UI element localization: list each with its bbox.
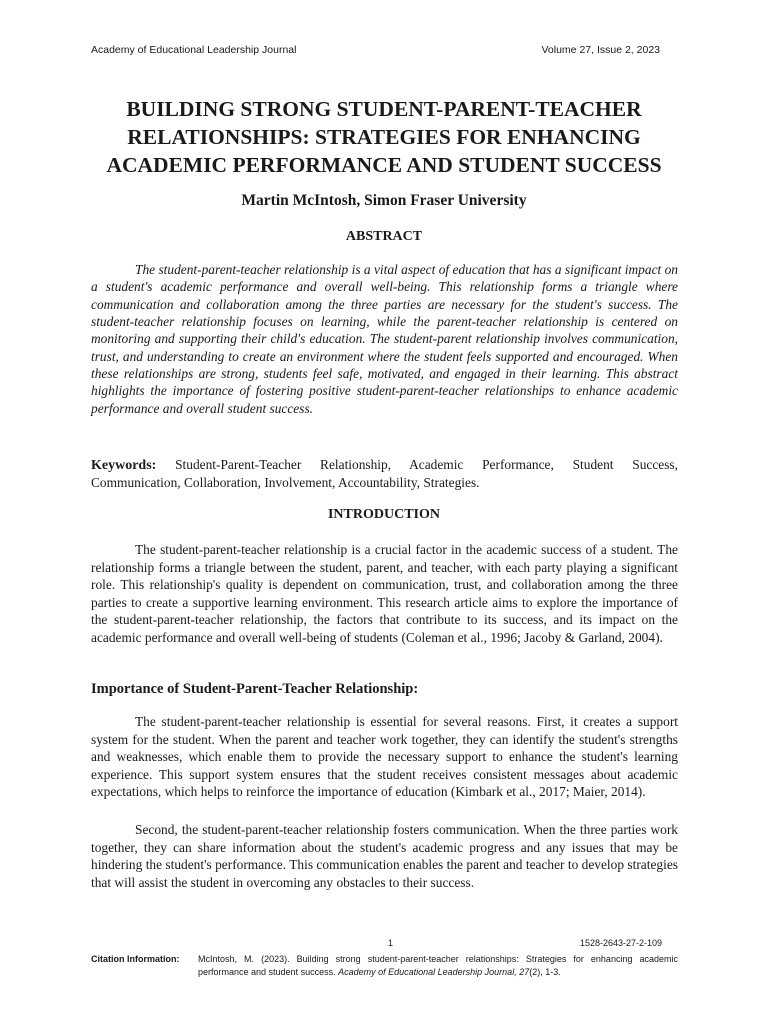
introduction-text: The student-parent-teacher relationship is a crucial factor in the academic success of a student. The relationship forms a triangle between the student, parent, and teacher, with each party playing a significant role. This relationship's quality is dependent on communication, trust, and collaboration among the three parties to create a supportive learning environment. This research article aims to explore the importance of the student-parent-teacher relationship, the factors that contribute to its success, and its impact on the academic performance and overall well-being of students (Coleman et al., 1996; Jacoby & Garland, 2004). xyxy=(91,542,678,645)
body-paragraph: The student-parent-teacher relationship is essential for several reasons. First, it creates a support system for the student. When the parent and teacher work together, they can identify the student's strengths and weaknesses, which enable them to provide the necessary support to enhance the student's learning experience. This support system ensures that the student receives consistent messages about academic expectations, which helps to reinforce the importance of education (Kimbark et al., 2017; Maier, 2014). xyxy=(91,714,678,799)
title-line: ACADEMIC PERFORMANCE AND STUDENT SUCCESS xyxy=(106,153,662,177)
volume-issue: Volume 27, Issue 2, 2023 xyxy=(541,44,660,56)
keywords-paragraph xyxy=(91,456,678,492)
abstract-text: The student-parent-teacher relationship is a vital aspect of education that has a significant impact on a student's academic performance and overall well-being. This relationship forms a triangle where communication and collaboration among the three parties are necessary for the student's success. The student-teacher relationship focuses on learning, while the parent-teacher relationship is centered on monitoring and supporting their child's education. The student-parent relationship involves communication, trust, and understanding to create an environment where the student feels supported and encouraged. When these relationships are strong, students feel safe, motivated, and engaged in their learning. This abstract highlights the importance of fostering positive student-parent-teacher relationships to enhance academic performance and overall student success. xyxy=(91,262,678,416)
keywords-label: Keywords: xyxy=(91,458,157,473)
page-number: 1 xyxy=(388,938,394,948)
citation-information xyxy=(91,953,678,978)
citation-label: Citation Information: xyxy=(91,954,180,964)
citation-journal: Academy of Educational Leadership Journal, 27 xyxy=(338,966,530,977)
paper-title xyxy=(80,95,688,179)
journal-name: Academy of Educational Leadership Journal xyxy=(91,44,297,56)
body-paragraph: Second, the student-parent-teacher relationship fosters communication. When the three parties work together, they can share information about the student's academic progress and any issues that may be hindering the student's performance. This communication enables the parent and teacher to develop strategies that will assist the student in overcoming any obstacles to their success. xyxy=(91,822,678,890)
title-line: RELATIONSHIPS: STRATEGIES FOR ENHANCING xyxy=(127,125,641,149)
running-header xyxy=(91,44,660,58)
citation-issue-pages: (2), 1-3. xyxy=(529,966,561,977)
introduction-heading: INTRODUCTION xyxy=(327,507,440,522)
document-id: 1528-2643-27-2-109 xyxy=(580,938,663,948)
author-line: Martin McIntosh, Simon Fraser University xyxy=(241,192,527,209)
abstract-heading: ABSTRACT xyxy=(345,229,423,244)
keywords-text: Student-Parent-Teacher Relationship, Academic Performance, Student Success, Communication, Collaboration, Involvement, Accountability, Strategies. xyxy=(91,457,678,491)
title-line: BUILDING STRONG STUDENT-PARENT-TEACHER xyxy=(126,97,642,121)
section-heading: Importance of Student-Parent-Teacher Relationship: xyxy=(91,681,419,697)
citation-plain: McIntosh, M. (2023). Building strong student-parent-teacher relationships: Strategies for enhancing academic performance and student success. xyxy=(198,954,678,977)
